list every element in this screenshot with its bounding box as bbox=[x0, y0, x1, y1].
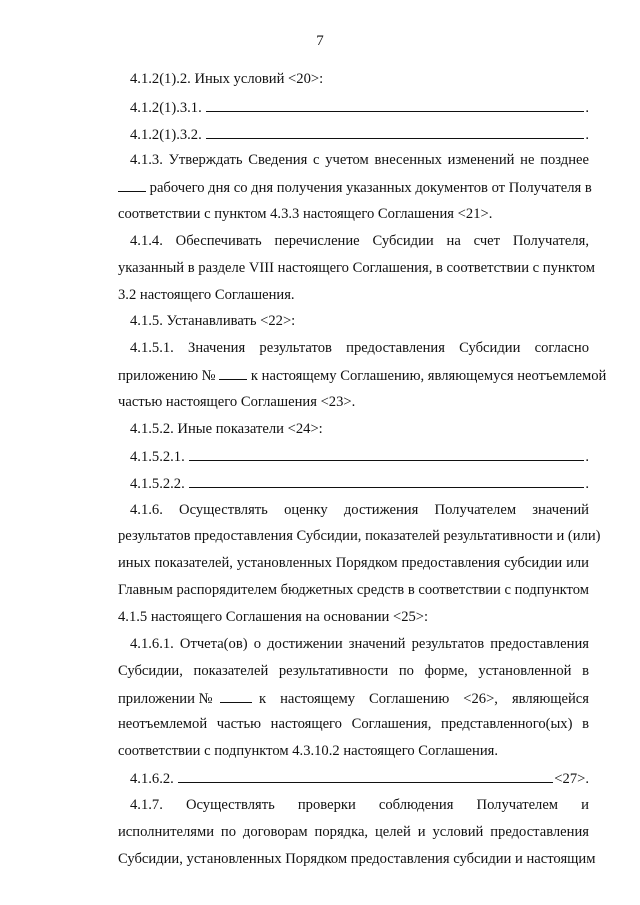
clause-number: 4.1.6.2. bbox=[130, 771, 174, 787]
paragraph-line: 4.1.5 настоящего Соглашения на основании <25>: bbox=[118, 609, 429, 625]
paragraph-line: 3.2 настоящего Соглашения. bbox=[118, 287, 295, 303]
paragraph-line: исполнителями по договорам порядка, целей и условий предоставления bbox=[118, 824, 589, 840]
line-text: приложении № bbox=[118, 691, 213, 707]
paragraph-line: 4.1.7. Осуществлять проверки соблюдения Получателем и bbox=[130, 797, 589, 813]
paragraph-line: 4.1.4. Обеспечивать перечисление Субсидии на счет Получателя, bbox=[130, 233, 589, 249]
blank-rule bbox=[118, 178, 146, 192]
line-text: приложению № bbox=[118, 368, 216, 384]
line-end: . bbox=[585, 127, 589, 143]
paragraph-line: Главным распорядителем бюджетных средств в соответствии с подпунктом bbox=[118, 582, 589, 598]
blank-rule bbox=[219, 366, 247, 380]
line-end: . bbox=[585, 449, 589, 465]
line-end: <27>. bbox=[554, 771, 589, 787]
blank-rule bbox=[178, 769, 554, 783]
paragraph-line: 4.1.6.1. Отчета(ов) о достижении значений результатов предоставления bbox=[130, 636, 589, 652]
paragraph-line: частью настоящего Соглашения <23>. bbox=[118, 394, 356, 410]
paragraph-line bbox=[118, 366, 607, 385]
paragraph-line bbox=[118, 178, 592, 197]
paragraph-line: Субсидии, показателей результативности по форме, установленной в bbox=[118, 663, 589, 679]
line-text: к настоящему Соглашению <26>, являющейся bbox=[258, 691, 589, 707]
paragraph-line: иных показателей, установленных Порядком предоставления субсидии или bbox=[118, 555, 589, 571]
fill-in-line bbox=[130, 98, 589, 117]
paragraph-line: неотъемлемой частью настоящего Соглашения, представленного(ых) в bbox=[118, 716, 589, 732]
clause-number: 4.1.2(1).3.1. bbox=[130, 100, 202, 116]
paragraph-line: 4.1.5.2. Иные показатели <24>: bbox=[130, 421, 323, 437]
paragraph-line: 4.1.6. Осуществлять оценку достижения Получателем значений bbox=[130, 502, 589, 518]
paragraph-line bbox=[118, 689, 589, 708]
blank-rule bbox=[206, 125, 585, 139]
blank-rule bbox=[189, 447, 585, 461]
paragraph-line: 4.1.5.1. Значения результатов предоставления Субсидии согласно bbox=[130, 340, 589, 356]
paragraph-line: 4.1.5. Устанавливать <22>: bbox=[130, 313, 296, 329]
clause-number: 4.1.5.2.2. bbox=[130, 476, 185, 492]
line-text: к настоящему Соглашению, являющемуся неотъемлемой bbox=[250, 368, 607, 384]
paragraph-line: результатов предоставления Субсидии, показателей результативности и (или) bbox=[118, 528, 601, 544]
line-text: рабочего дня со дня получения указанных документов от Получателя в bbox=[149, 180, 592, 196]
paragraph-line: соответствии с пунктом 4.3.3 настоящего Соглашения <21>. bbox=[118, 206, 493, 222]
paragraph-line: указанный в разделе VIII настоящего Соглашения, в соответствии с пунктом bbox=[118, 260, 596, 276]
clause-number: 4.1.2(1).3.2. bbox=[130, 127, 202, 143]
blank-rule bbox=[189, 474, 585, 488]
paragraph-line: Субсидии, установленных Порядком предоставления субсидии и настоящим bbox=[118, 851, 596, 867]
fill-in-line bbox=[130, 769, 589, 788]
clause-number: 4.1.5.2.1. bbox=[130, 449, 185, 465]
fill-in-line bbox=[130, 125, 589, 144]
blank-rule bbox=[206, 98, 585, 112]
line-end: . bbox=[585, 100, 589, 116]
page-number: 7 bbox=[316, 33, 324, 49]
blank-rule bbox=[220, 689, 252, 703]
paragraph-line: 4.1.3. Утверждать Сведения с учетом внесенных изменений не позднее bbox=[130, 152, 589, 168]
paragraph-line: соответствии с подпунктом 4.3.10.2 настоящего Соглашения. bbox=[118, 743, 499, 759]
fill-in-line bbox=[130, 447, 589, 466]
line-end: . bbox=[585, 476, 589, 492]
fill-in-line bbox=[130, 474, 589, 493]
paragraph-line: 4.1.2(1).2. Иных условий <20>: bbox=[130, 71, 324, 87]
